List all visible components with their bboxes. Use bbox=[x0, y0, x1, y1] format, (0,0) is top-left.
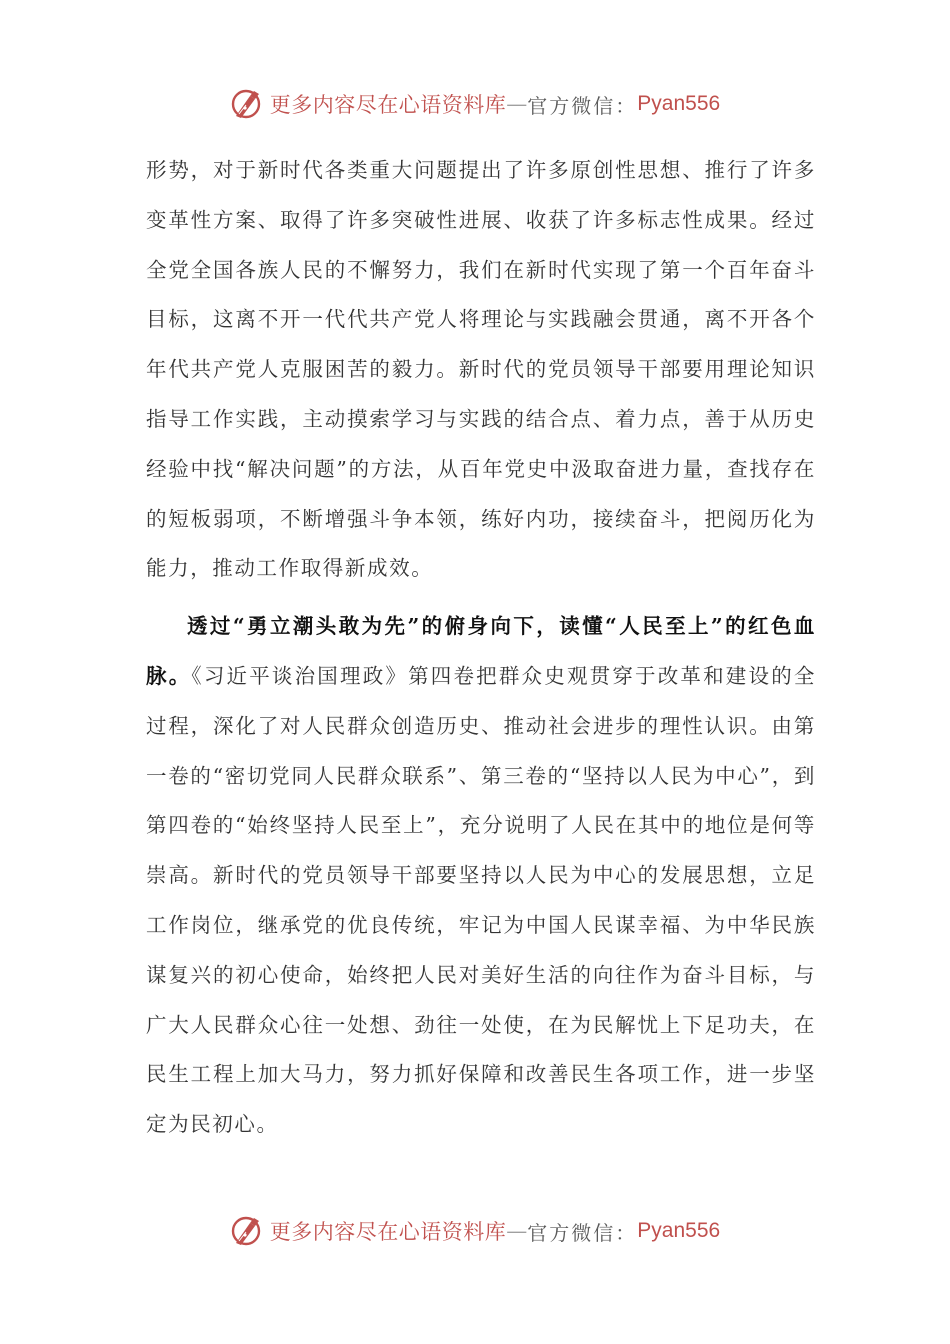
pen-nib-circle-icon bbox=[230, 1214, 264, 1248]
footer-banner bbox=[0, 1211, 950, 1251]
header-wechat-label: 官方微信： bbox=[527, 93, 638, 118]
footer-wechat-label: 官方微信： bbox=[527, 1220, 638, 1245]
header-wechat-id: Pyan556 bbox=[637, 92, 721, 115]
paragraph-body-text: 《习近平谈治国理政》第四卷把群众史观贯穿于改革和建设的全过程，深化了对人民群众创造历史、推动社会进步的理性认识。由第一卷的“密切党同人民群众联系”、第三卷的“坚持以人民为中心”，到第四卷的“始终坚持人民至上”，充分说明了人民在其中的地位是何等崇高。新时代的党员领导干部要坚持以人民为中心的发展思想，立足工作岗位，继承党的优良传统，牢记为中国人民谋幸福、为中华民族谋复兴的初心使命，始终把人民对美好生活的向往作为奋斗目标，与广大人民群众心往一处想、劲往一处使，在为民解忧上下足功夫，在民生工程上加大马力，努力抓好保障和改善民生各项工作，进一步坚定为民初心。 bbox=[146, 663, 816, 1137]
footer-separator: — bbox=[506, 1219, 528, 1243]
footer-wechat-id: Pyan556 bbox=[637, 1219, 721, 1242]
document-body bbox=[146, 146, 816, 1150]
footer-brand-text: 更多内容尽在心语资料库 bbox=[269, 1220, 507, 1244]
header-separator: — bbox=[506, 92, 528, 116]
pen-nib-circle-icon bbox=[230, 87, 264, 121]
header-banner bbox=[0, 84, 950, 124]
header-brand-text: 更多内容尽在心语资料库 bbox=[269, 93, 507, 117]
paragraph-lead-sentence: 透过“勇立潮头敢为先”的俯身向下，读懂“人民至上”的红色血脉。 bbox=[146, 614, 816, 688]
paragraph-continuation: 形势，对于新时代各类重大问题提出了许多原创性思想、推行了许多变革性方案、取得了许多突破性进展、收获了许多标志性成果。经过全党全国各族人民的不懈努力，我们在新时代实现了第一个百年奋斗目标，这离不开一代代共产党人将理论与实践融会贯通，离不开各个年代共产党人克服困苦的毅力。新时代的党员领导干部要用理论知识指导工作实践，主动摸索学习与实践的结合点、着力点，善于从历史经验中找“解决问题”的方法，从百年党史中汲取奋进力量，查找存在的短板弱项，不断增强斗争本领，练好内功，接续奋斗，把阅历化为能力，推动工作取得新成效。 bbox=[146, 158, 816, 581]
paragraph-people-first bbox=[146, 602, 816, 1150]
